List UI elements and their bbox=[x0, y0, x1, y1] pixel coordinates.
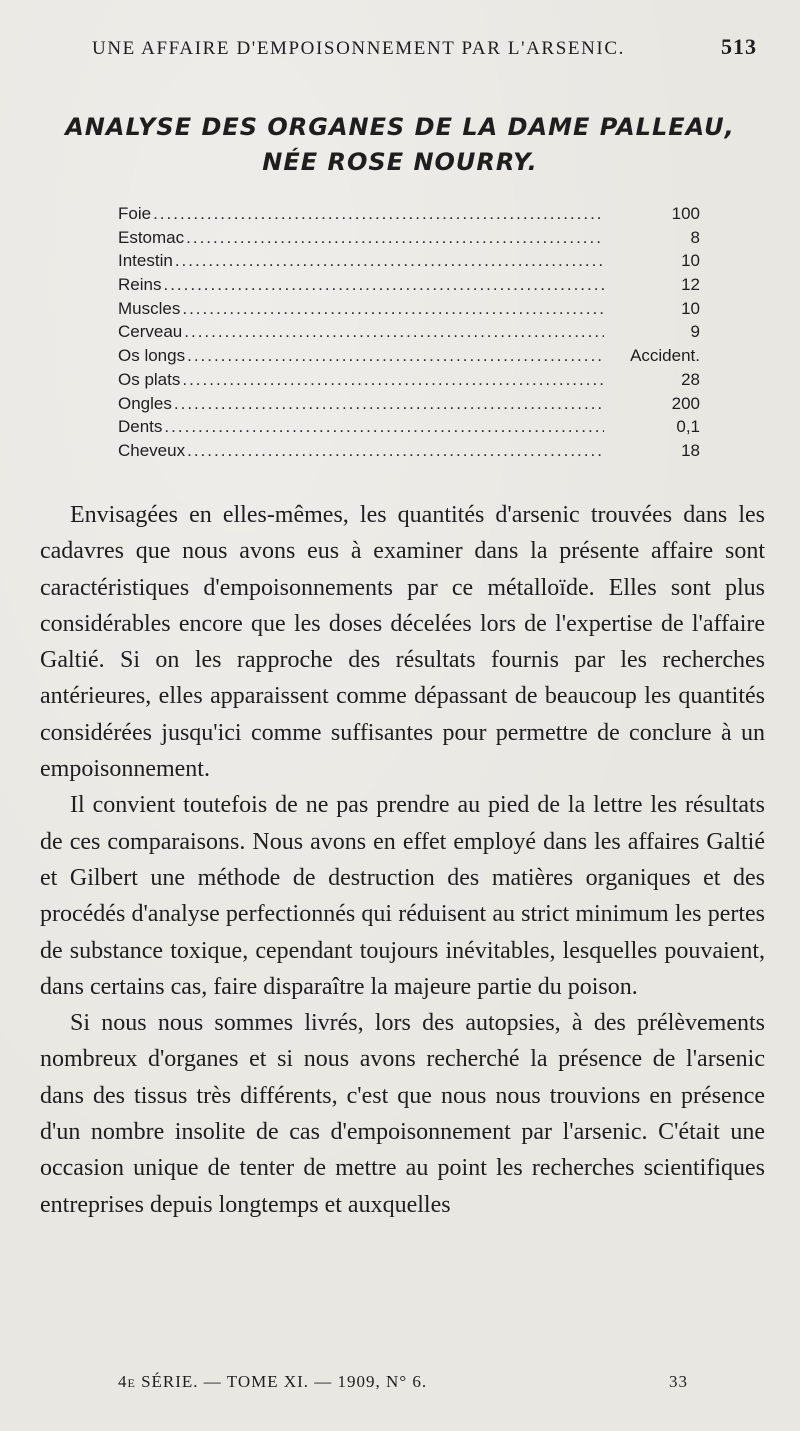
leader-dots bbox=[186, 226, 604, 250]
result-row bbox=[118, 439, 718, 463]
organ-quantity: 28 bbox=[681, 369, 700, 389]
section-title bbox=[30, 110, 770, 180]
body-text bbox=[40, 497, 765, 1223]
result-row bbox=[118, 297, 718, 321]
section-title-line-1: ANALYSE DES ORGANES DE LA DAME PALLEAU, bbox=[65, 113, 735, 141]
section-title-line-2: NÉE ROSE NOURRY. bbox=[262, 148, 538, 176]
organ-quantity: 10 bbox=[681, 298, 700, 318]
leader-dots bbox=[182, 297, 604, 321]
leader-dots bbox=[187, 439, 604, 463]
leader-dots bbox=[164, 415, 604, 439]
organ-quantity: Accident. bbox=[630, 346, 700, 366]
organ-quantity: 8 bbox=[690, 227, 700, 247]
organ-quantity: 0,1 bbox=[676, 417, 700, 437]
result-row bbox=[118, 392, 718, 416]
leader-dots bbox=[153, 202, 604, 226]
organ-label: Os plats bbox=[118, 369, 181, 389]
footer-signature: 33 bbox=[669, 1372, 688, 1391]
organ-quantity: 10 bbox=[681, 251, 700, 271]
organ-label: Os longs bbox=[118, 346, 186, 366]
paragraph: Si nous nous sommes livrés, lors des autopsies, à des prélèvements nombreux d'organes et si nous avons recherché la présence de l'arsenic dans des tissus très différents, c'est que nous nous trouvions en présence d'un nombre insolite de cas d'empoisonnement par l'arsenic. C'était une occasion unique de tenter de mettre au point les recherches scientifiques entreprises depuis longtemps et auxquelles bbox=[40, 1010, 765, 1218]
running-title: UNE AFFAIRE D'EMPOISONNEMENT PAR L'ARSENIC. bbox=[92, 38, 625, 59]
organ-label: Muscles bbox=[118, 298, 181, 318]
organ-results-table bbox=[118, 202, 718, 463]
organ-quantity: 9 bbox=[690, 322, 700, 342]
result-row bbox=[118, 415, 718, 439]
organ-label: Dents bbox=[118, 417, 163, 437]
organ-quantity: 100 bbox=[671, 204, 700, 223]
leader-dots bbox=[187, 344, 604, 368]
leader-dots bbox=[174, 392, 604, 416]
organ-quantity: 12 bbox=[681, 275, 700, 295]
result-row bbox=[118, 320, 718, 344]
organ-label: Foie bbox=[118, 204, 152, 223]
page-number: 513 bbox=[721, 34, 757, 59]
organ-label: Estomac bbox=[118, 227, 185, 247]
footer-series-info: 4e SÉRIE. — TOME XI. — 1909, N° 6. bbox=[118, 1372, 428, 1391]
running-header bbox=[92, 34, 757, 64]
result-row bbox=[118, 202, 718, 226]
organ-label: Cerveau bbox=[118, 322, 183, 342]
result-row bbox=[118, 344, 718, 368]
organ-quantity: 18 bbox=[681, 440, 700, 460]
leader-dots bbox=[182, 368, 604, 392]
page-footer bbox=[118, 1372, 688, 1392]
organ-label: Reins bbox=[118, 275, 162, 295]
leader-dots bbox=[163, 273, 604, 297]
leader-dots bbox=[175, 249, 604, 273]
organ-label: Ongles bbox=[118, 393, 172, 413]
organ-quantity: 200 bbox=[671, 393, 700, 413]
result-row bbox=[118, 273, 718, 297]
organ-label: Intestin bbox=[118, 251, 173, 271]
organ-label: Cheveux bbox=[118, 440, 186, 460]
paragraph: Il convient toutefois de ne pas prendre au pied de la lettre les résultats de ces comparaisons. Nous avons en effet employé dans les affaires Galtié et Gilbert une méthode de destruction des matières organiques et des procédés d'analyse perfectionnés qui réduisent au strict minimum les pertes de substance toxique, cependant toujours inévitables, lesquelles pouvaient, dans certains cas, faire disparaître la majeure partie du poison. bbox=[40, 792, 765, 1000]
result-row bbox=[118, 226, 718, 250]
result-row bbox=[118, 368, 718, 392]
result-row bbox=[118, 249, 718, 273]
paragraph: Envisagées en elles-mêmes, les quantités d'arsenic trouvées dans les cadavres que nous avons eus à examiner dans la présente affaire sont caractéristiques d'empoisonnements par ce métalloïde. Elles sont plus considérables encore que les doses décelées lors de l'expertise de l'affaire Galtié. Si on les rapproche des résultats fournis par les recherches antérieures, elles apparaissent comme dépassant de beaucoup les quantités considérées jusqu'ici comme suffisantes pour permettre de conclure à un empoisonnement. bbox=[40, 502, 765, 783]
leader-dots bbox=[184, 320, 604, 344]
